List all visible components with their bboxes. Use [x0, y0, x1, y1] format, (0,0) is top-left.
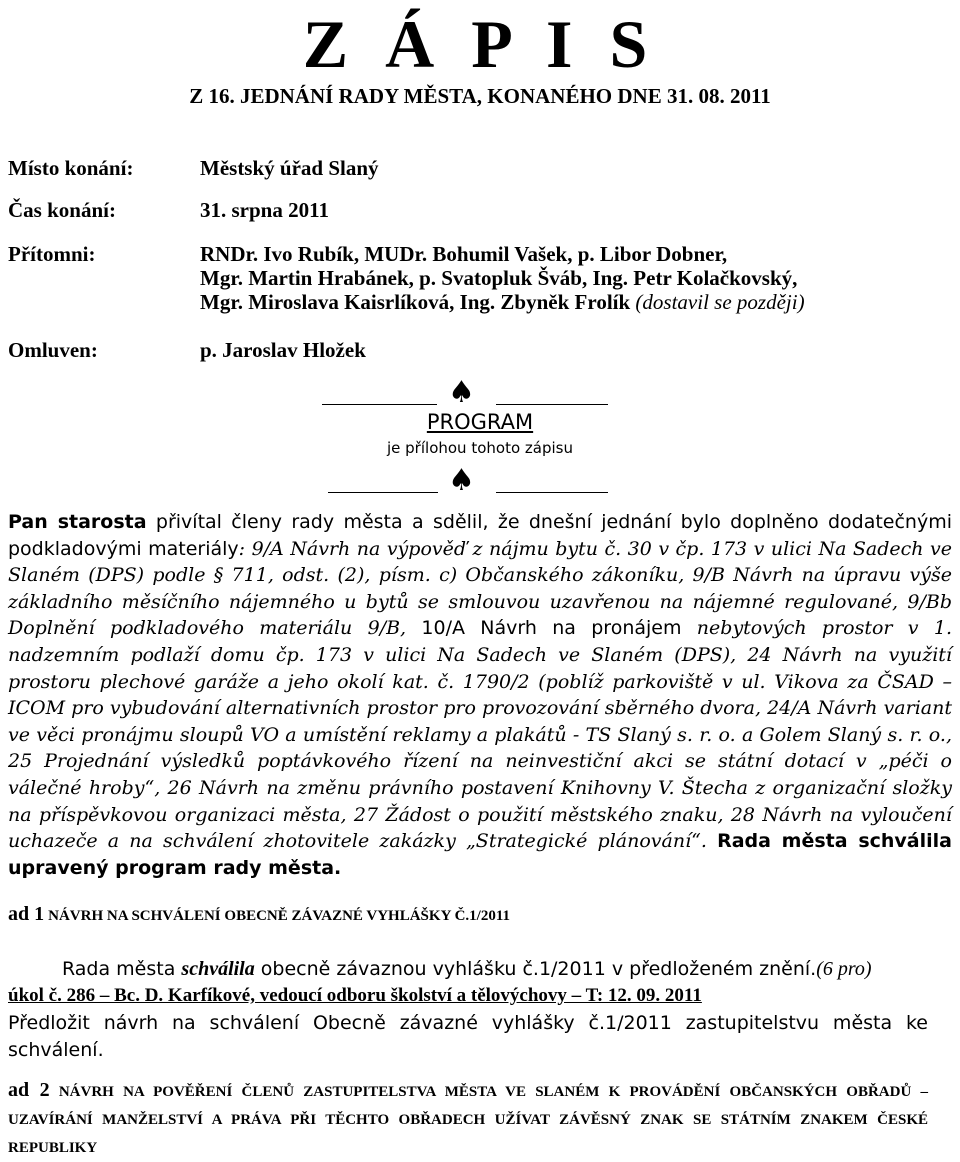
item1-title: NÁVRH NA SCHVÁLENÍ OBECNĚ ZÁVAZNÉ VYHLÁŠKY Č.1/2011 — [48, 908, 511, 924]
divider-line — [496, 492, 608, 493]
program-note: je přílohou tohoto zápisu — [387, 439, 573, 457]
divider-line — [496, 404, 608, 405]
spade-icon: ♠ — [448, 375, 475, 410]
divider-line — [328, 492, 438, 493]
present-label: Přítomni: — [8, 242, 96, 266]
divider-line — [322, 404, 437, 405]
paragraph-sign: § — [213, 564, 224, 587]
excused-label: Omluven: — [8, 338, 98, 362]
document-title: Z Á P I S — [302, 6, 658, 82]
divider-bottom — [0, 463, 960, 498]
item2-heading — [8, 1076, 928, 1162]
present-line: Mgr. Martin Hrabánek, p. Svatopluk Šváb, Ing. Petr Kolačkovský, — [200, 266, 798, 290]
document-subtitle: Z 16. JEDNÁNÍ RADY MĚSTA, KONANÉHO DNE 31. 08. 2011 — [189, 84, 771, 108]
present-line: Mgr. Miroslava Kaisrlíková, Ing. Zbyněk Frolík (dostavil se později) — [200, 290, 805, 314]
excused-value: p. Jaroslav Hložek — [200, 338, 366, 362]
place-value: Městský úřad Slaný — [200, 156, 379, 180]
time-label: Čas konání: — [8, 198, 116, 222]
present-list — [200, 242, 805, 314]
item2-number: ad 2 — [8, 1079, 50, 1101]
item2-title: NÁVRH NA POVĚŘENÍ ČLENŮ ZASTUPITELSTVA MĚSTA VE SLANÉM K PROVÁDĚNÍ OBČANSKÝCH OBŘADŮ – UZAVÍRÁNÍ MANŽELSTVÍ A PRÁVA PŘI TĚCHTO OBŘADECH UŽÍVAT ZÁVĚSNÝ ZNAK SE STÁTNÍM ZNAKEM ČESKÉ REPUBLIKY — [8, 1084, 929, 1156]
item1-number: ad 1 — [8, 903, 45, 925]
spade-icon: ♠ — [448, 463, 475, 498]
place-label: Místo konání: — [8, 156, 134, 180]
item1-task: úkol č. 286 – Bc. D. Karfíkové, vedoucí odboru školství a tělovýchovy – T: 12. 09. 2011 — [8, 985, 702, 1006]
item1-decision: Rada města schválila obecně závaznou vyhlášku č.1/2011 v předloženém znění.(6 pro) — [62, 958, 872, 980]
present-line: RNDr. Ivo Rubík, MUDr. Bohumil Vašek, p. Libor Dobner, — [200, 242, 728, 266]
present-note: (dostavil se později) — [635, 290, 805, 314]
item1-task-text: Předložit návrh na schválení Obecně závazné vyhlášky č.1/2011 zastupitelstvu města ke schválení. — [8, 1012, 928, 1061]
program-heading: PROGRAM — [426, 410, 534, 434]
intro-paragraph: Pan starosta přivítal členy rady města a sdělil, že dnešní jednání bylo doplněno dodatečnými podkladovými materiály: 9/A Návrh na výpověď z nájmu bytu č. 30 v čp. 173 v ulici Na Sadech ve Slaném (DPS) podle § 711, odst. (2), písm. c) Občanského zákoníku, 9/B Návrh na úpravu výše základního měsíčního nájemného u bytů se smlouvou uzavřenou na nájemné regulované, 9/Bb Doplnění podkladového materiálu 9/B, 10/A Návrh na pronájem nebytových prostor v 1. nadzemním podlaží domu čp. 173 v ulici Na Sadech ve Slaném (DPS), 24 Návrh na využití prostoru plechové garáže a jeho okolí kat. č. 1790/2 (poblíž parkoviště v ul. Vikova za ČSAD – ICOM pro vybudování alternativních prostor pro provozování sběrného dvora, 24/A Návrh variant ve věci pronájmu sloupů VO a umístění reklamy a plakátů - TS Slaný s. r. o. a Golem Slaný s. r. o., 25 Projednání výsledků poptávkového řízení na neinvestiční akci se státní dotací v „péči o válečné hroby“, 26 Návrh na změnu právního postavení Knihovny V. Štecha z organizační složky na příspěvkovou organizaci města, 27 Žádost o použití městského znaku, 28 Návrh na vyloučení uchazeče a na schválení zhotovitele zakázky „Strategické plánování“. Rada města schválila upravený program rady města. — [8, 511, 952, 879]
time-value: 31. srpna 2011 — [200, 198, 329, 222]
divider-top — [0, 375, 960, 410]
item1-heading — [8, 903, 510, 926]
